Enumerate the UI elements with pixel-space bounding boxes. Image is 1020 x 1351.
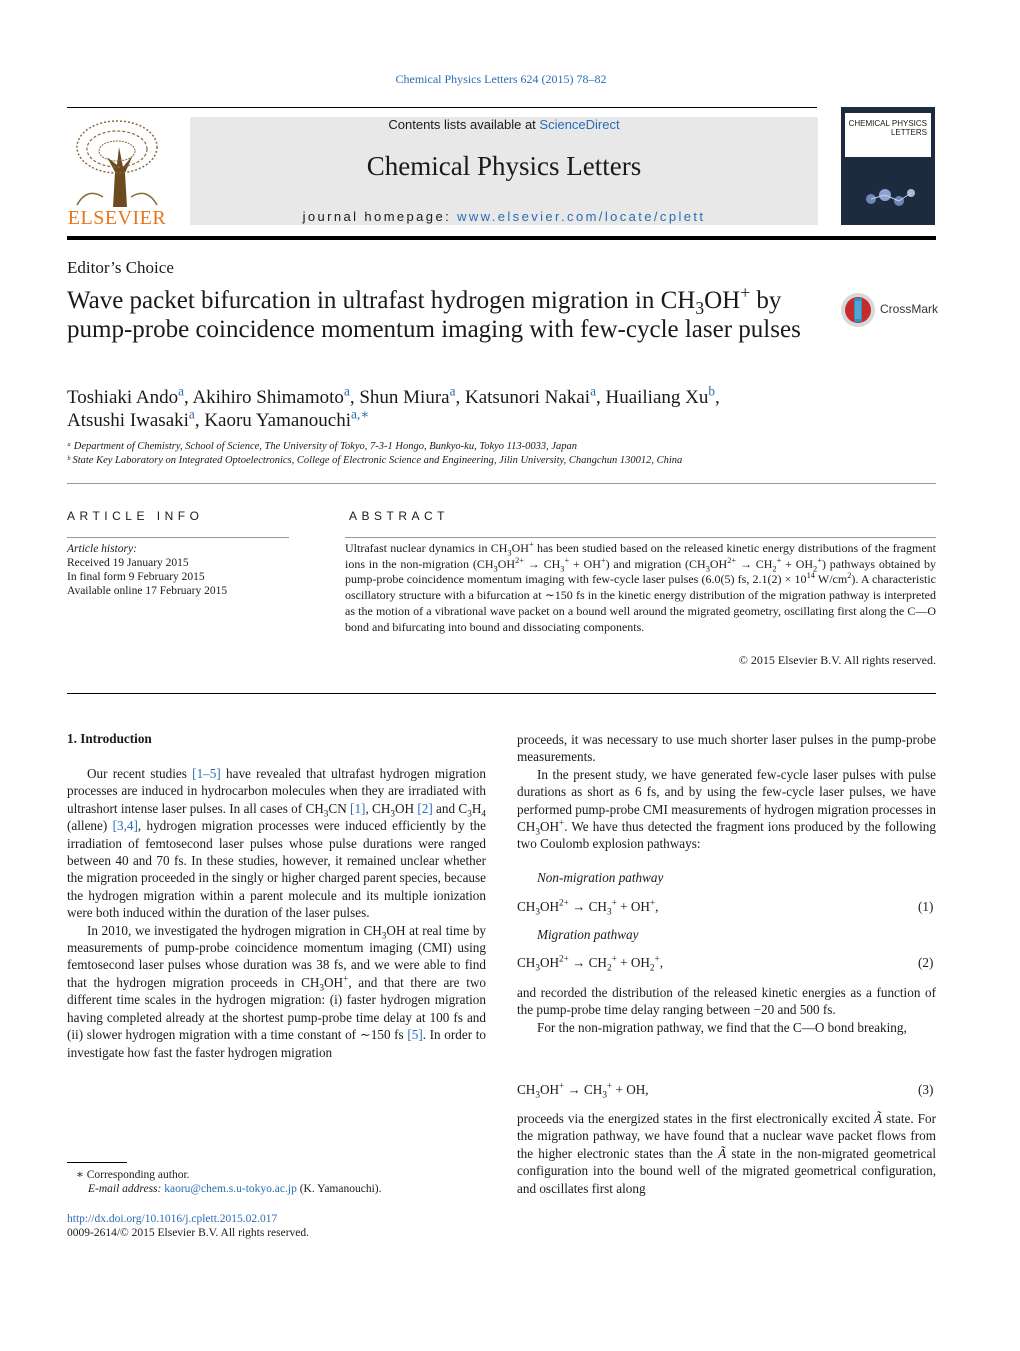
section-label: Editor’s Choice	[67, 258, 174, 277]
intro-paragraph-4: and recorded the distribution of the released kinetic energies as a function of the pump-probe time delay ranging between −20 and 500 fs.	[517, 985, 936, 1018]
revised-date: In final form 9 February 2015	[67, 571, 205, 583]
abstract-bottom-rule	[67, 693, 936, 694]
author-affil-mark[interactable]: a,∗	[351, 406, 370, 422]
author-affil-mark[interactable]: a	[178, 383, 184, 399]
abstract-body: Ultrafast nuclear dynamics in $CH_3OH^+$ has been studied based on the released kinetic energy distributions of the fragment ions in the non-migration $(CH_3OH^{2+} \to CH_3^+ + OH^+)$ and migration $(CH_3OH^{2+} \to CH_2^+ + OH_2^+)$ pathways obtained by pump-probe coincidence momentum imaging with few-cycle laser pulses (6.0(5) fs, $2.1(2) \times 10^{14}$ $W/cm^2$). A characteristic oscillatory structure with a bifurcation at ∼150 fs in the kinetic energy distribution of the migration pathway is interpreted as the motion of a vibrational wave packet on a bound well around the migrated geometry, oscillating first along the C—O bond and bifurcating into bound and dissociating components.	[345, 540, 937, 634]
equation-label-1: Non-migration pathway	[537, 870, 664, 885]
author-name: Atsushi Iwasaki	[67, 410, 189, 431]
online-date: Available online 17 February 2015	[67, 585, 228, 597]
author-affil-mark[interactable]: b	[708, 383, 716, 399]
email-line	[88, 1182, 381, 1196]
author-name: Toshiaki Ando	[67, 387, 179, 408]
cover-title: CHEMICAL PHYSICS LETTERS	[845, 113, 931, 157]
abstract-rule	[345, 537, 936, 538]
author-list: Toshiaki Ando$^a$, Akihiro Shimamoto$^a$, Shun Miura$^a$, Katsunori Nakai$^a$, Huailiang Xu$^b$, Atsushi Iwasaki$^a$, Kaoru Yamanouchi$^{a,∗}$	[67, 383, 720, 431]
intro-paragraph-2: In 2010, we investigated the hydrogen migration in $CH_3OH$ at real time by measurements of pump-probe coincidence momentum imaging (CMI) using femtosecond laser pulses whose duration was 38 fs, and we were able to find that the hydrogen migration proceeds in $CH_3OH^+$, and that there are two different time scales in the hydrogen migration: (i) faster hydrogen migration having completed already at the shortest pump-probe time delay at 100 fs and (ii) slower hydrogen migration with a time constant of ∼150 fs [5]. In order to investigate how fast the faster hydrogen migration	[67, 922, 487, 1060]
author-name: Kaoru Yamanouchi	[204, 410, 352, 431]
title-part2: by pump-probe coincidence momentum imaging with few-cycle laser pulses	[67, 287, 801, 343]
journal-reference[interactable]: Chemical Physics Letters 624 (2015) 78–82	[395, 72, 607, 86]
article-history	[67, 542, 227, 598]
equation-3-number: (3)	[918, 1082, 934, 1097]
author-name: Huailiang Xu	[605, 387, 709, 408]
author-affil-mark[interactable]: a	[188, 406, 195, 422]
author-affil-mark[interactable]: a	[343, 383, 350, 399]
intro-right-column-bottom	[517, 1110, 936, 1197]
history-label: Article history:	[67, 543, 137, 555]
email-suffix: (K. Yamanouchi).	[296, 1183, 382, 1195]
crossmark-label: CrossMark	[880, 302, 939, 316]
affiliation-a: ᵃ Department of Chemistry, School of Science, The University of Tokyo, 7-3-1 Hongo, Bunkyo-ku, Tokyo 113-0033, Japan	[67, 441, 578, 452]
header-thick-rule	[67, 236, 936, 240]
intro-paragraph-6: proceeds via the energized states in the first electronically excited Ã state. For the migration pathway, we have found that a nuclear wave packet flows from the higher electronic states than the Ã state in the non-migrated geometrical configuration into the bound well of the migrated geometrical configuration, and oscillates first along	[517, 1111, 936, 1196]
journal-cover[interactable]	[841, 107, 935, 225]
article-info-rule	[67, 537, 289, 538]
copyright: © 2015 Elsevier B.V. All rights reserved.	[738, 653, 936, 667]
contents-available	[190, 117, 818, 132]
homepage-prefix: journal homepage:	[302, 209, 458, 224]
author-affil-mark[interactable]: a	[449, 383, 456, 399]
author-name: Shun Miura	[359, 387, 450, 408]
author[interactable]	[192, 383, 350, 408]
top-rule	[67, 107, 817, 108]
crossmark-icon	[840, 292, 876, 328]
intro-heading: 1. Introduction	[67, 731, 152, 746]
equation-2-number: (2)	[918, 955, 934, 970]
equation-1: $CH_3OH^{2+} \to CH_3^+ + OH^+$,	[517, 897, 659, 917]
sciencedirect-link[interactable]: ScienceDirect	[539, 117, 620, 132]
corresponding-author: ∗ Corresponding author.	[76, 1169, 190, 1181]
author-name: Akihiro Shimamoto	[192, 387, 344, 408]
intro-paragraph-3: In the present study, we have generated few-cycle laser pulses with pulse durations as short as 6 fs, and by using the few-cycle laser pulses, we have performed pump-probe CMI measurements of hydrogen migration processes in $CH_3OH^+$. We have thus detected the fragment ions produced by the following two Coulomb explosion pathways:	[517, 766, 936, 852]
article-title: Wave packet bifurcation in ultrafast hydrogen migration in $CH_3OH^+$ by pump-probe coincidence momentum imaging with few-cycle laser pulses	[67, 282, 801, 343]
elsevier-logo	[67, 117, 167, 229]
equation-1-number: (1)	[918, 899, 934, 914]
affiliation-b: ᵇ State Key Laboratory on Integrated Optoelectronics, College of Electronic Science and Engineering, Jilin University, Changchun 130012, China	[67, 455, 683, 466]
equation-3: $CH_3OH^+ \to CH_3^+$ + OH,	[517, 1080, 649, 1100]
journal-banner	[190, 117, 818, 225]
article-info-heading: ARTICLE INFO	[67, 509, 204, 523]
footnote-rule	[67, 1162, 127, 1163]
author[interactable]	[465, 383, 596, 408]
intro-paragraph-1: Our recent studies [1–5] have revealed that ultrafast hydrogen migration processes are induced in hydrocarbon molecules when they are irradiated with ultrashort intense laser pulses. In all cases of $CH_3CN$ [1], $CH_3OH$ [2] and $C_3H_4$ (allene) [3,4], hydrogen migration processes were induced efficiently by the irradiation of femtosecond laser pulses whose pulse durations were ranged between 40 and 70 fs. In these studies, however, it remained unclear whether the migration proceeded in the singly or higher charged parent species, because the hydrogen migration within a parent molecule and its multiple ionization were both induced within the duration of the laser pulses.	[67, 766, 486, 921]
author-affil-mark[interactable]: a	[590, 383, 596, 399]
author[interactable]	[359, 383, 456, 408]
intro-right-column-mid	[517, 984, 936, 1036]
intro-paragraph-2-cont: proceeds, it was necessary to use much shorter laser pulses in the pump-probe measurements.	[517, 732, 936, 765]
equation-label-2: Migration pathway	[537, 927, 639, 942]
journal-title: Chemical Physics Letters	[366, 151, 642, 181]
elsevier-wordmark: ELSEVIER	[67, 207, 167, 229]
abstract-heading: ABSTRACT	[349, 509, 450, 523]
equation-2: $CH_3OH^{2+} \to CH_2^+ + OH_2^+$,	[517, 953, 664, 973]
issn-line: 0009-2614/© 2015 Elsevier B.V. All rights reserved.	[67, 1227, 310, 1239]
author[interactable]	[67, 383, 184, 408]
cover-molecule-icon	[841, 177, 935, 221]
affiliation-rule	[67, 483, 936, 484]
title-part1: Wave packet bifurcation in ultrafast hydrogen migration in CH	[67, 287, 696, 314]
intro-right-column-top	[517, 731, 936, 853]
author-name: Katsunori Nakai	[465, 387, 591, 408]
tree-icon	[67, 117, 167, 209]
intro-left-column	[67, 765, 486, 1061]
doi-link[interactable]: http://dx.doi.org/10.1016/j.cplett.2015.02.017	[67, 1213, 278, 1225]
email-label: E-mail address:	[88, 1183, 165, 1195]
author[interactable]	[204, 406, 370, 431]
homepage-link[interactable]: www.elsevier.com/locate/cplett	[457, 209, 706, 224]
contents-prefix: Contents lists available at	[388, 117, 540, 132]
received-date: Received 19 January 2015	[67, 557, 189, 569]
crossmark-badge[interactable]	[840, 292, 940, 328]
author[interactable]	[605, 383, 716, 408]
journal-homepage	[190, 209, 818, 224]
intro-paragraph-5: For the non-migration pathway, we find that the C—O bond breaking,	[537, 1019, 907, 1035]
email-link[interactable]: kaoru@chem.s.u-tokyo.ac.jp	[164, 1183, 297, 1195]
author[interactable]	[67, 406, 195, 431]
